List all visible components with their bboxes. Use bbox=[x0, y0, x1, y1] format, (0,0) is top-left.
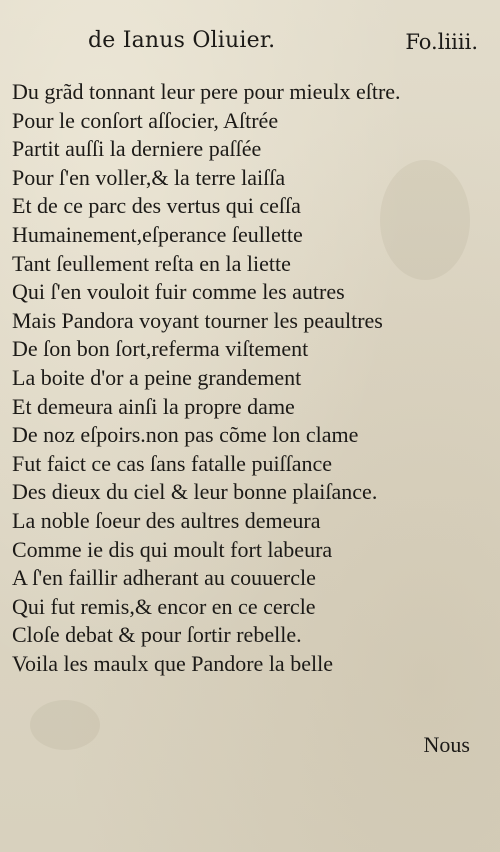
verse-line: Qui ſ'en vouloit fuir comme les autres bbox=[12, 279, 345, 305]
verse-line: A ſ'en faillir adherant au couuercle bbox=[12, 565, 316, 591]
verse-line: Pour le conſort aſſocier, Aſtrée bbox=[12, 107, 279, 133]
verse-line: La noble ſoeur des aultres demeura bbox=[12, 507, 321, 533]
verse-line: De ſon bon ſort,referma viſtement bbox=[12, 336, 309, 362]
catchword: Nous bbox=[423, 732, 470, 757]
verse-line: Humainement,eſperance ſeullette bbox=[12, 221, 303, 247]
verse-line: Voila les maulx que Pandore la belle bbox=[12, 650, 333, 676]
paper-stain bbox=[30, 700, 100, 750]
verse-line: Qui fut remis,& encor en ce cercle bbox=[12, 593, 316, 619]
verse-line: Fut faict ce cas ſans fatalle puiſſance bbox=[12, 450, 333, 476]
verse-line: Du grãd tonnant leur pere pour mieulx eſtre. bbox=[12, 79, 401, 104]
verse-line: Comme ie dis qui moult fort labeura bbox=[12, 536, 333, 562]
verse-line: La boite d'or a peine grandement bbox=[12, 364, 302, 390]
verse-block bbox=[12, 78, 478, 678]
verse-line: Pour ſ'en voller,& la terre laiſſa bbox=[12, 164, 286, 190]
running-title: de Ianus Oliuier. bbox=[88, 28, 276, 53]
verse-line: Cloſe debat & pour ſortir rebelle. bbox=[12, 622, 302, 648]
verse-line: Tant ſeullement reſta en la liette bbox=[12, 250, 291, 276]
verse-line: De noz eſpoirs.non pas cõme lon clame bbox=[12, 422, 359, 448]
folio-number: Fo.liiii. bbox=[405, 30, 478, 54]
verse-line: Des dieux du ciel & leur bonne plaiſance. bbox=[12, 479, 378, 505]
verse-line: Mais Pandora voyant tourner les peaultres bbox=[12, 307, 383, 333]
verse-line: Partit auſſi la derniere paſſée bbox=[12, 136, 262, 162]
verse-line: Et demeura ainſi la propre dame bbox=[12, 393, 295, 419]
verse-line: Et de ce parc des vertus qui ceſſa bbox=[12, 193, 301, 219]
